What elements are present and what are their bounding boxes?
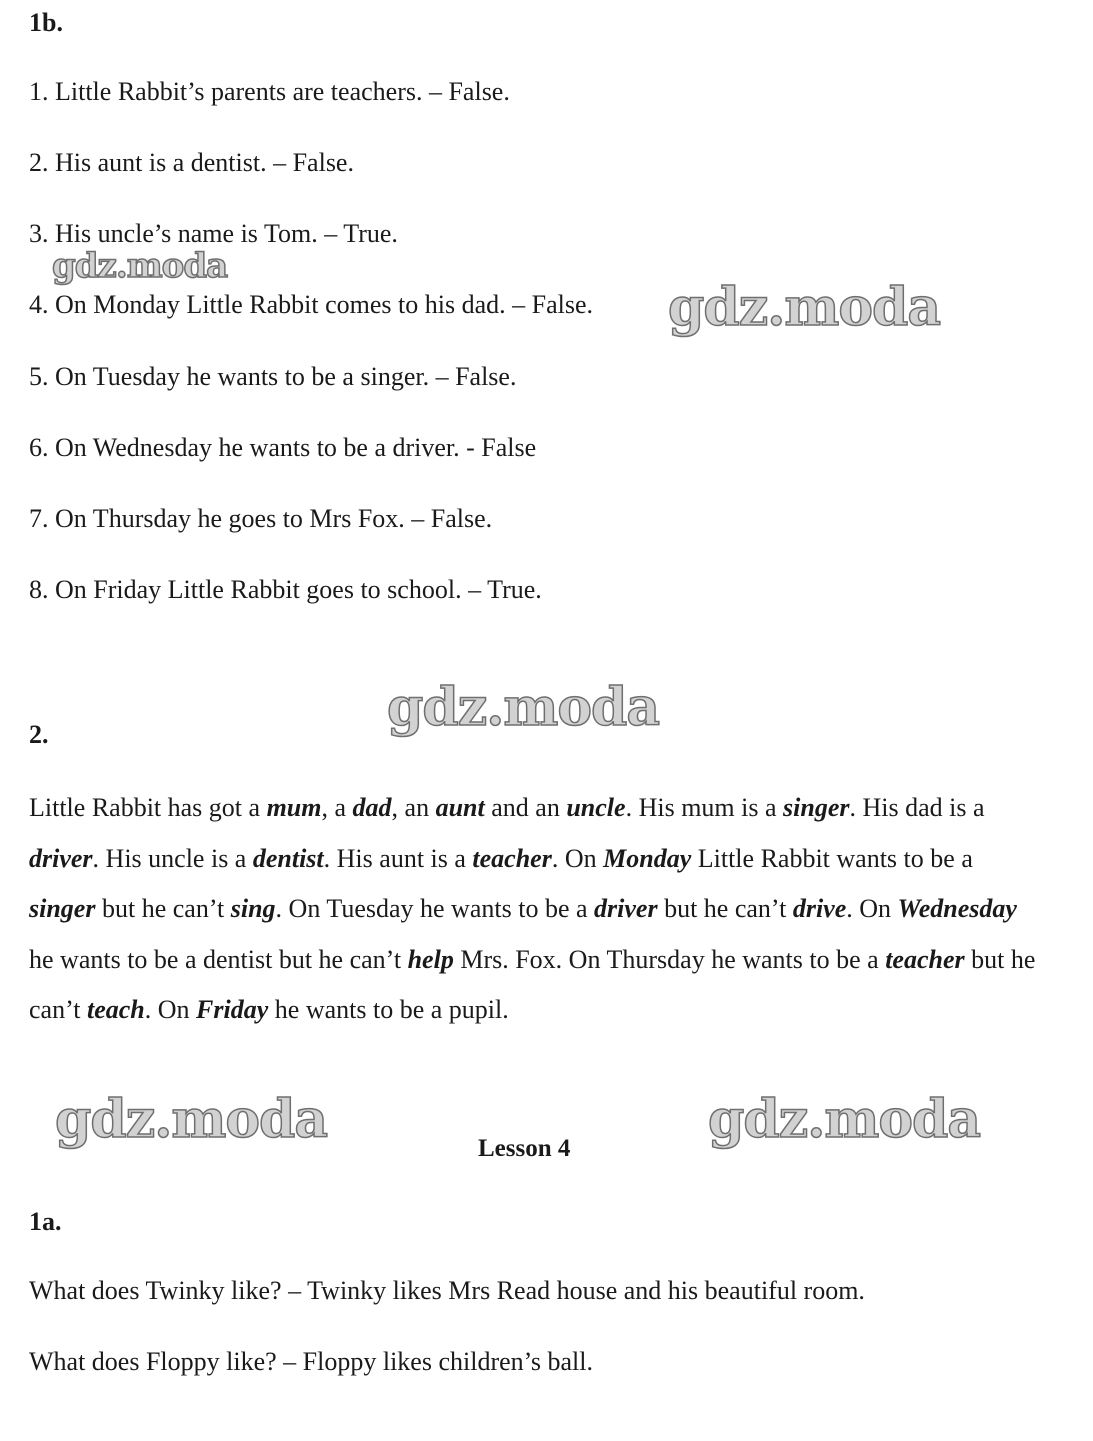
watermark-logo: gdz.moda [55, 1089, 328, 1150]
section-2-heading: 2. [29, 720, 49, 749]
watermark-logo: gdz.moda [52, 246, 228, 286]
section-2-paragraph: Little Rabbit has got a mum, a dad, an aunt and an uncle. His mum is a singer. His dad is a driver. His uncle is a dentist. His aunt is a teacher. On Monday Little Rabbit wants to be a singer but he can’t sing. On Tuesday he wants to be a driver but he can’t drive. On Wednesday he wants to be a dentist but he can’t help Mrs. Fox. On Thursday he wants to be a teacher but he can’t teach. On Friday he wants to be a pupil. [29, 793, 1036, 1024]
answer-item-7: 7. On Thursday he goes to Mrs Fox. – False. [29, 504, 493, 533]
question-answer-2: What does Floppy like? – Floppy likes children’s ball. [29, 1347, 593, 1376]
watermark-logo: gdz.moda [387, 677, 660, 738]
answer-item-3: 3. His uncle’s name is Tom. – True. [29, 219, 398, 248]
watermark-logo: gdz.moda [708, 1089, 981, 1150]
section-1a-heading: 1a. [29, 1207, 62, 1236]
answer-item-5: 5. On Tuesday he wants to be a singer. – False. [29, 362, 517, 391]
answer-item-1: 1. Little Rabbit’s parents are teachers. – False. [29, 77, 510, 106]
answer-item-6: 6. On Wednesday he wants to be a driver. - False [29, 433, 537, 462]
answer-item-2: 2. His aunt is a dentist. – False. [29, 148, 354, 177]
section-1b-heading: 1b. [29, 8, 63, 37]
answer-item-8: 8. On Friday Little Rabbit goes to school. – True. [29, 575, 542, 604]
lesson-title: Lesson 4 [478, 1135, 571, 1162]
answer-item-4: 4. On Monday Little Rabbit comes to his dad. – False. [29, 290, 593, 319]
watermark-logo: gdz.moda [668, 277, 941, 338]
question-answer-1: What does Twinky like? – Twinky likes Mrs Read house and his beautiful room. [29, 1276, 865, 1305]
